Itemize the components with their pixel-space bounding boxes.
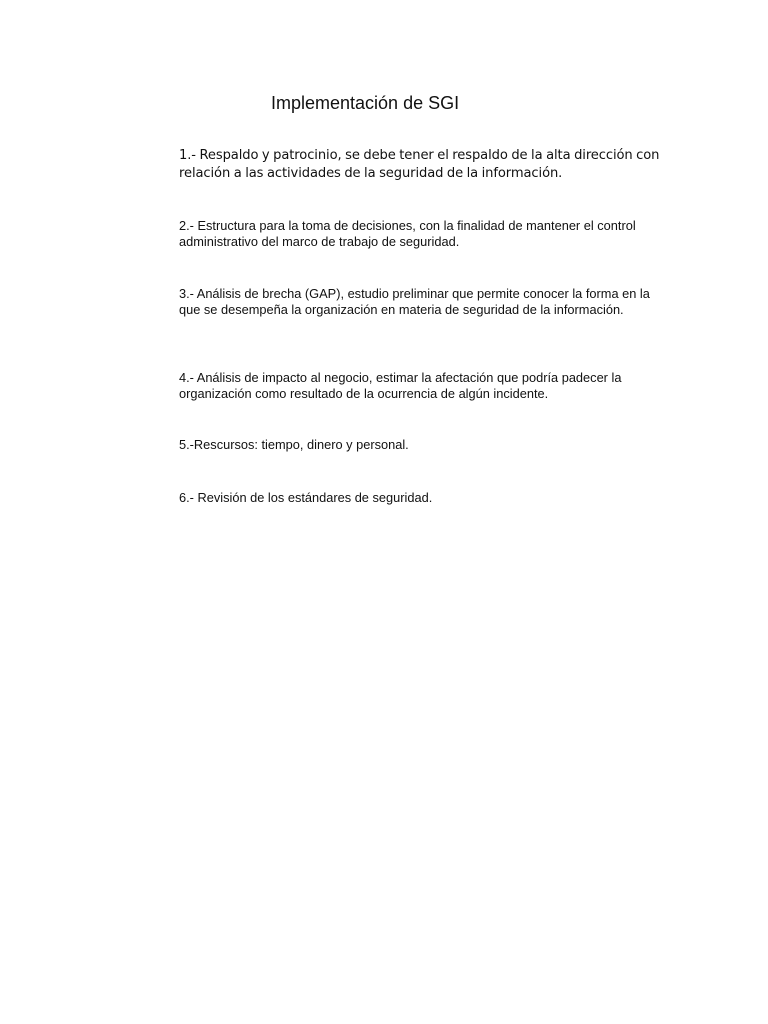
- page-title: Implementación de SGI: [271, 93, 460, 113]
- list-item-1: 1.- Respaldo y patrocinio, se debe tener el respaldo de la alta dirección con relación a las actividades de la seguridad de la información.: [179, 148, 660, 181]
- list-item-5: 5.-Rescursos: tiempo, dinero y personal.: [179, 437, 409, 452]
- list-item-6: 6.- Revisión de los estándares de seguridad.: [179, 490, 433, 505]
- list-item-3: 3.- Análisis de brecha (GAP), estudio preliminar que permite conocer la forma en la que se desempeña la organización en materia de seguridad de la información.: [179, 286, 650, 317]
- list-item-4: 4.- Análisis de impacto al negocio, estimar la afectación que podría padecer la organización como resultado de la ocurrencia de algún incidente.: [179, 370, 622, 401]
- list-item-2: 2.- Estructura para la toma de decisiones, con la finalidad de mantener el control administrativo del marco de trabajo de seguridad.: [179, 218, 636, 249]
